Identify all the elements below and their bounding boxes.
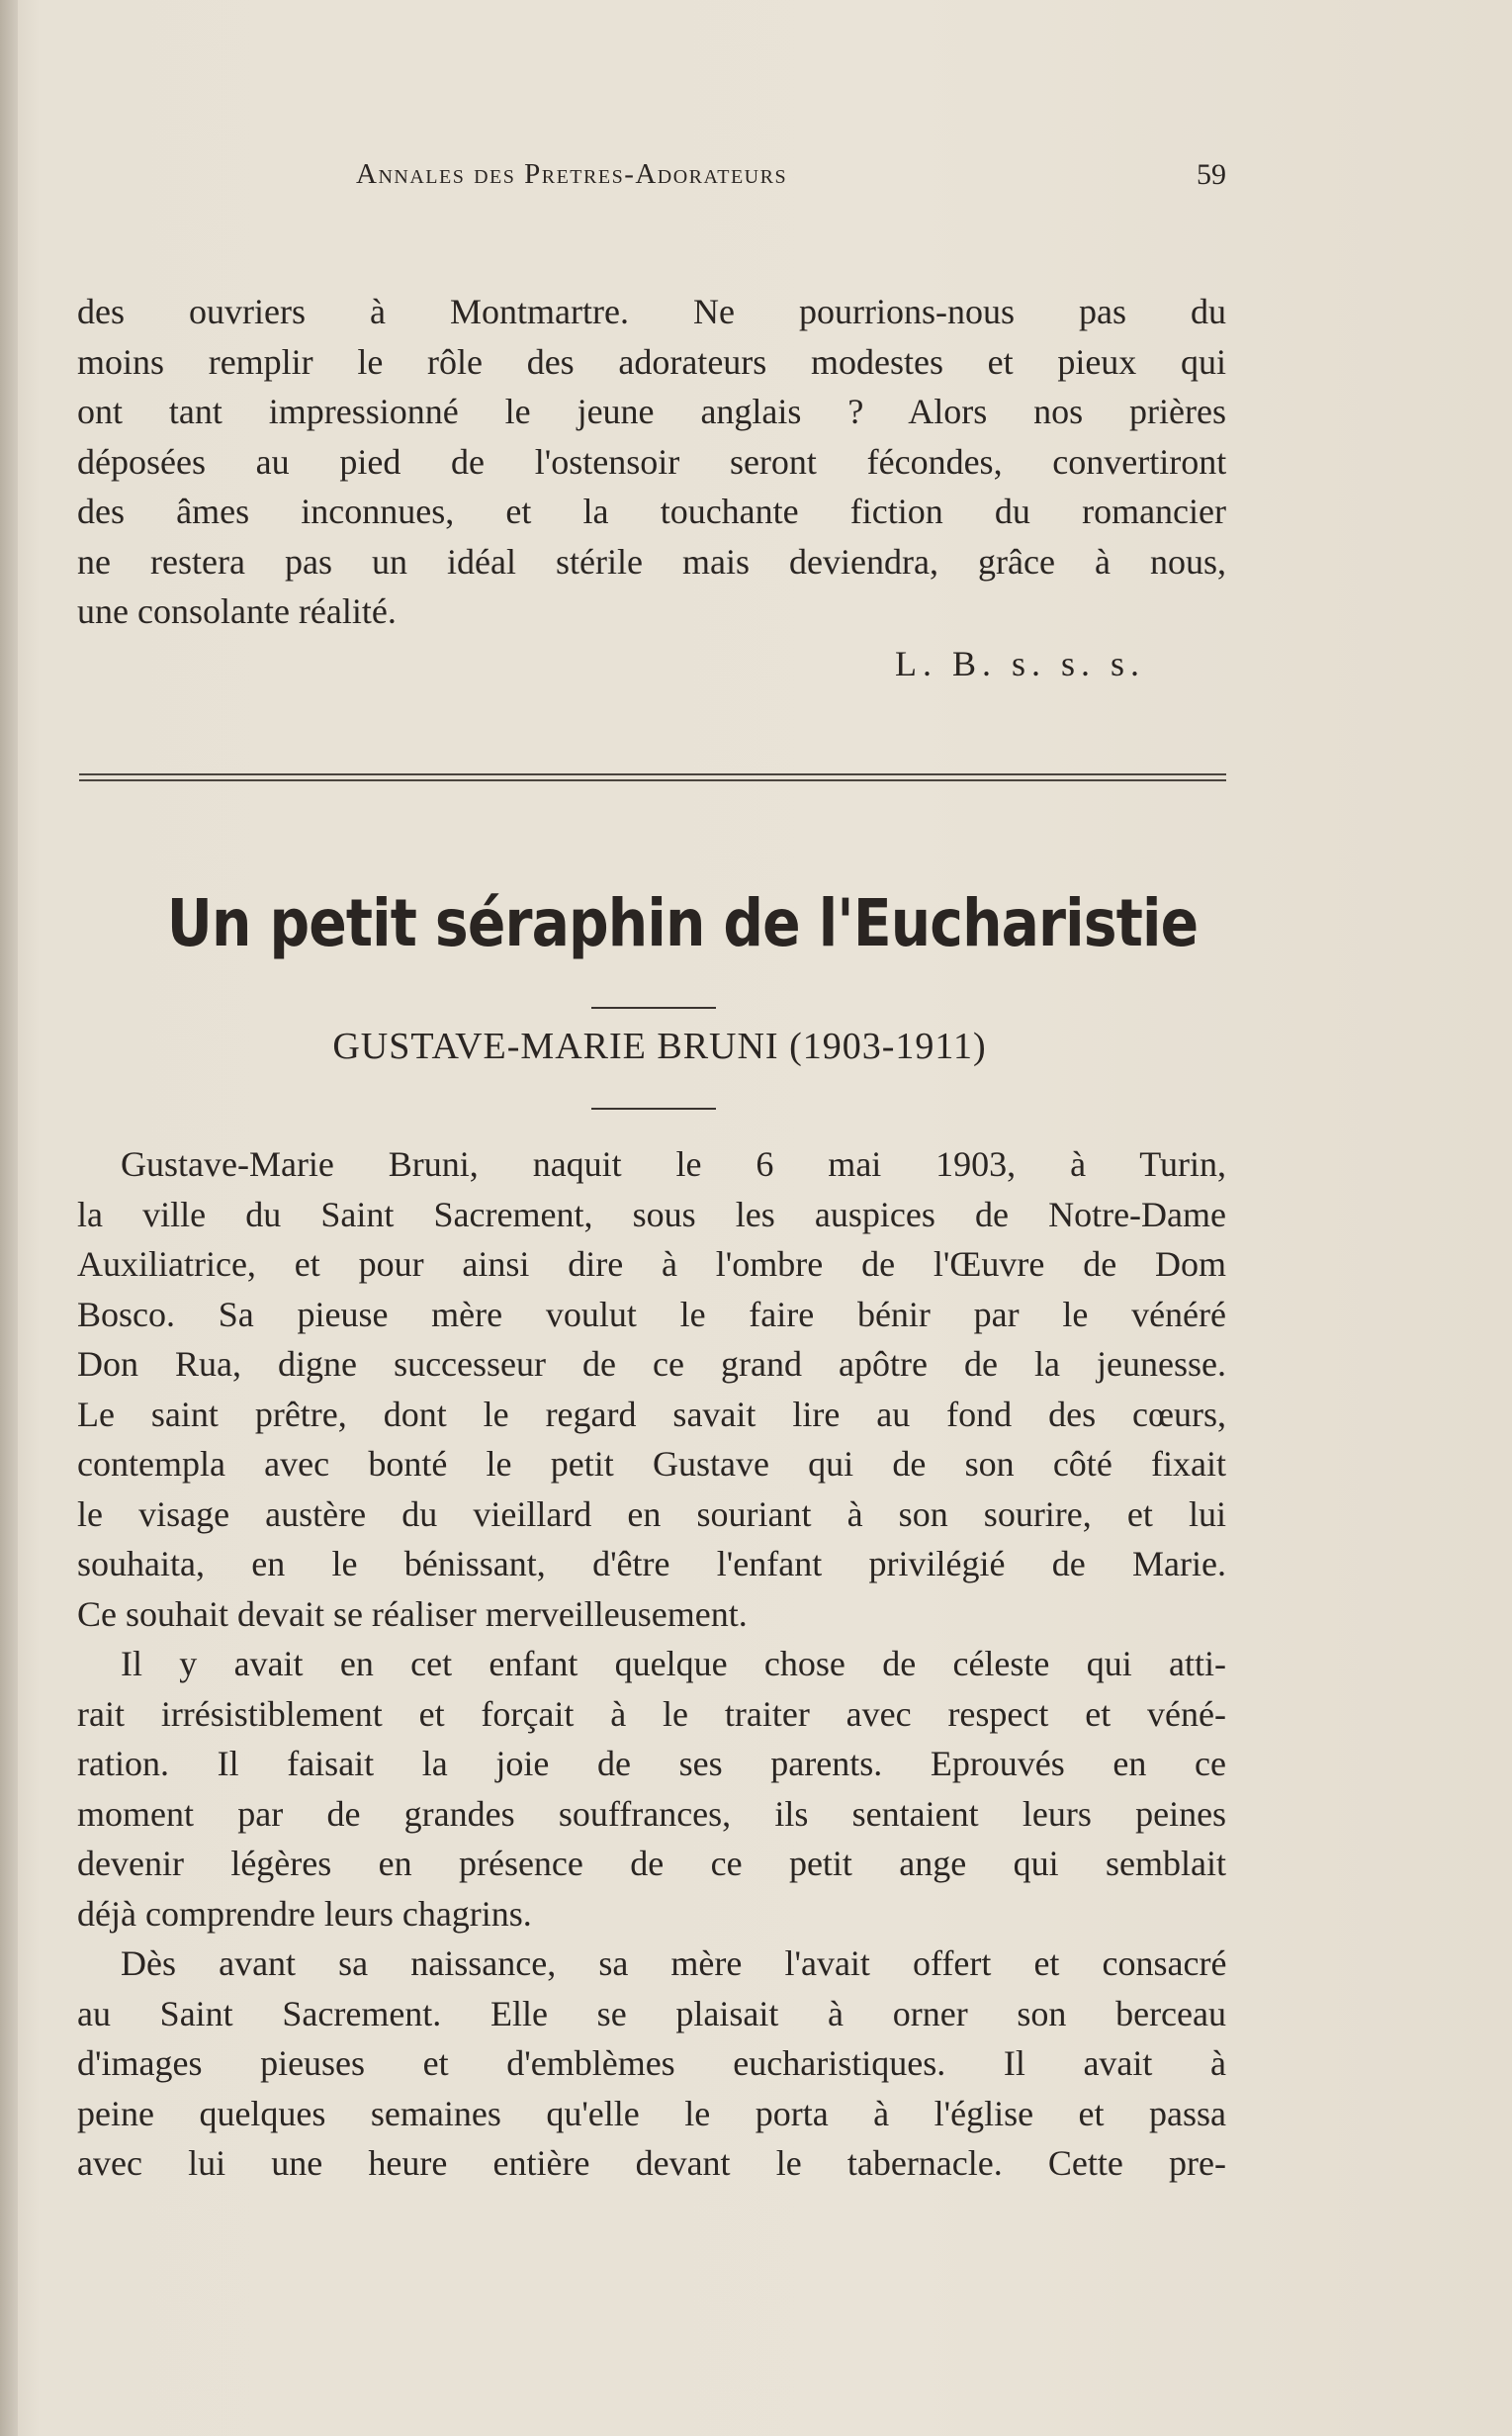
text-line: peine quelques semaines qu'elle le porta à l'église et passa — [77, 2093, 1226, 2133]
text-line: d'images pieuses et d'emblèmes eucharistiques. Il avait à — [77, 2043, 1226, 2083]
text-line: avec lui une heure entière devant le tabernacle. Cette pre- — [77, 2143, 1226, 2183]
author-signature: L. B. s. s. s. — [895, 644, 1146, 683]
text-line: au Saint Sacrement. Elle se plaisait à orner son berceau — [77, 1993, 1226, 2033]
text-line: déposées au pied de l'ostensoir seront fécondes, convertiront — [77, 441, 1227, 482]
text-line: Dès avant sa naissance, sa mère l'avait offert et consacré — [121, 1943, 1227, 1983]
article-body — [77, 1139, 1226, 2189]
text-line: ration. Il faisait la joie de ses parents. Eprouvés en ce — [77, 1744, 1226, 1783]
paragraph — [77, 1939, 1226, 2189]
page-number: 59 — [1197, 158, 1226, 191]
text-line: moins remplir le rôle des adorateurs modestes et pieux qui — [77, 341, 1226, 382]
section-divider — [79, 773, 1226, 781]
text-line: Ce souhait devait se réaliser merveilleusement. — [77, 1593, 748, 1634]
text-line: Auxiliatrice, et pour ainsi dire à l'ombre de l'Œuvre de Dom — [77, 1244, 1226, 1284]
text-line: ne restera pas un idéal stérile mais deviendra, grâce à nous, — [77, 541, 1226, 582]
text-line: contempla avec bonté le petit Gustave qui de son côté fixait — [77, 1444, 1226, 1484]
text-line: déjà comprendre leurs chagrins. — [77, 1893, 532, 1934]
paragraph — [77, 1639, 1226, 1939]
intro-paragraph — [77, 287, 1226, 637]
text-line: rait irrésistiblement et forçait à le traiter avec respect et véné- — [77, 1693, 1226, 1734]
running-head — [79, 158, 1226, 198]
text-line: des ouvriers à Montmartre. Ne pourrions-nous pas du — [77, 292, 1226, 331]
text-line: la ville du Saint Sacrement, sous les auspices de Notre-Dame — [77, 1194, 1226, 1234]
page-spine-shadow — [0, 0, 18, 2436]
title-rule — [591, 1007, 716, 1009]
text-line: Le saint prêtre, dont le regard savait lire au fond des cœurs, — [77, 1394, 1226, 1434]
text-line: Gustave-Marie Bruni, naquit le 6 mai 1903, à Turin, — [121, 1144, 1226, 1184]
text-line: une consolante réalité. — [77, 591, 397, 631]
text-line: des âmes inconnues, et la touchante fiction du romancier — [77, 492, 1226, 531]
article-title: Un petit séraphin de l'Eucharistie — [166, 885, 1199, 961]
text-line: Bosco. Sa pieuse mère voulut le faire bénir par le vénéré — [77, 1294, 1226, 1334]
text-line: Don Rua, digne successeur de ce grand apôtre de la jeunesse. — [77, 1344, 1226, 1384]
subtitle-rule — [591, 1108, 716, 1110]
running-title: Annales des Pretres-Adorateurs — [356, 158, 788, 190]
text-line: devenir légères en présence de ce petit ange qui semblait — [77, 1844, 1226, 1883]
text-line: ont tant impressionné le jeune anglais ? Alors nos prières — [77, 392, 1226, 431]
paragraph — [77, 1139, 1226, 1639]
text-line: moment par de grandes souffrances, ils sentaient leurs peines — [77, 1793, 1227, 1834]
article-subtitle: GUSTAVE-MARIE BRUNI (1903-1911) — [332, 1026, 987, 1067]
text-line: le visage austère du vieillard en souriant à son sourire, et lui — [77, 1493, 1226, 1534]
text-line: Il y avait en cet enfant quelque chose de céleste qui atti- — [121, 1644, 1226, 1683]
text-line: souhaita, en le bénissant, d'être l'enfant privilégié de Marie. — [77, 1544, 1226, 1583]
